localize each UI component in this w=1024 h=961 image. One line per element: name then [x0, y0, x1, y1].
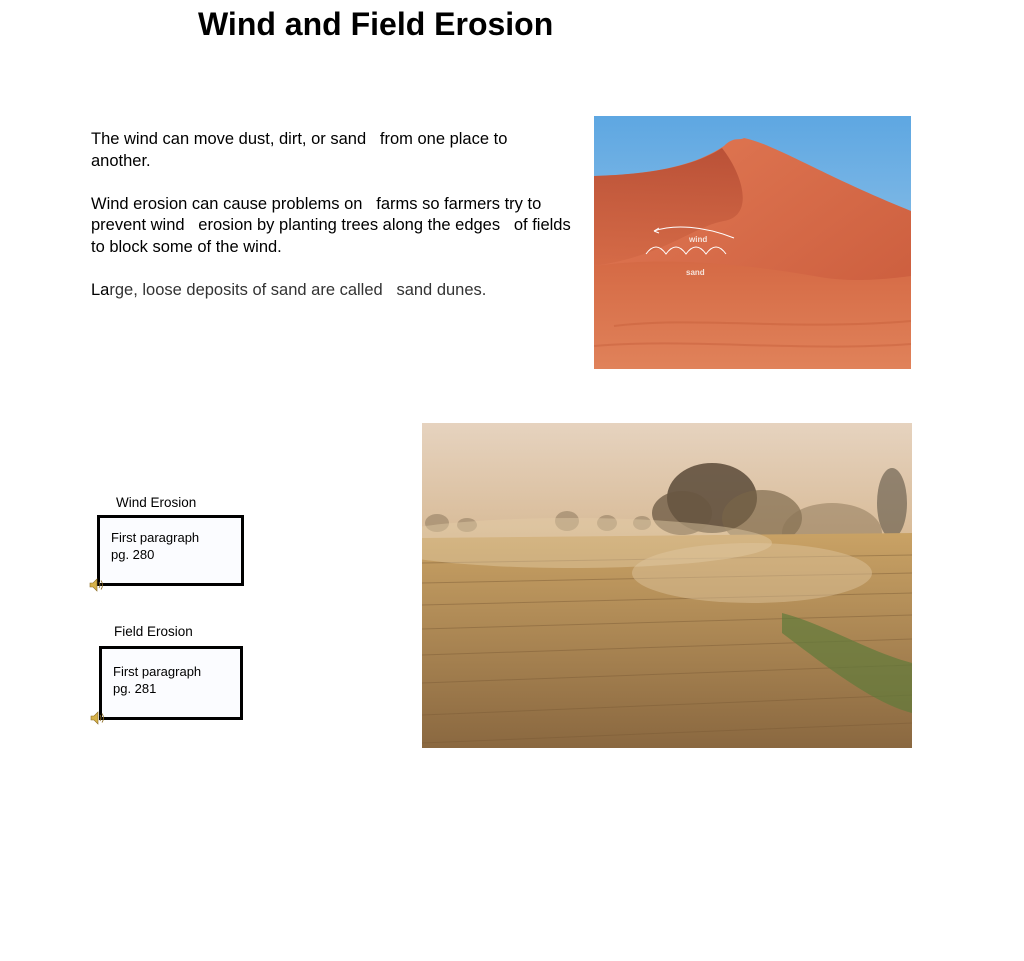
dust-storm-illustration: [422, 423, 912, 748]
sand-dune-illustration: [594, 116, 911, 369]
dust-storm-field-image: [422, 423, 912, 748]
slide-body: [91, 129, 576, 323]
note-line-page: pg. 280: [111, 547, 155, 562]
sand-label: sand: [686, 268, 705, 277]
paragraph-farm-erosion: Wind erosion can cause problems on farms so farmers try to prevent wind erosion by planting trees along the edges of fields to block some of the wind.: [91, 194, 576, 256]
note-line-paragraph: First paragraph: [113, 664, 202, 679]
paragraph-wind-moves: The wind can move dust, dirt, or sand from one place to another.: [91, 130, 512, 170]
note-box-field-erosion: [99, 646, 243, 720]
note-label-wind-erosion: Wind Erosion: [116, 495, 197, 510]
speaker-icon[interactable]: [89, 710, 105, 726]
slide-title: Wind and Field Erosion: [198, 6, 554, 42]
paragraph-sand-dunes-rest: rge, loose deposits of sand are called sand dunes.: [109, 280, 487, 299]
note-line-page: pg. 281: [113, 681, 157, 696]
speaker-icon[interactable]: [88, 577, 104, 593]
note-box-wind-erosion: [97, 515, 244, 586]
paragraph-sand-dunes: [91, 280, 571, 302]
sand-dune-image: [594, 116, 911, 369]
paragraph-sand-dunes-start: La: [91, 280, 110, 299]
note-label-field-erosion: Field Erosion: [114, 624, 193, 639]
note-line-paragraph: First paragraph: [111, 530, 200, 545]
wind-label: wind: [689, 235, 708, 244]
